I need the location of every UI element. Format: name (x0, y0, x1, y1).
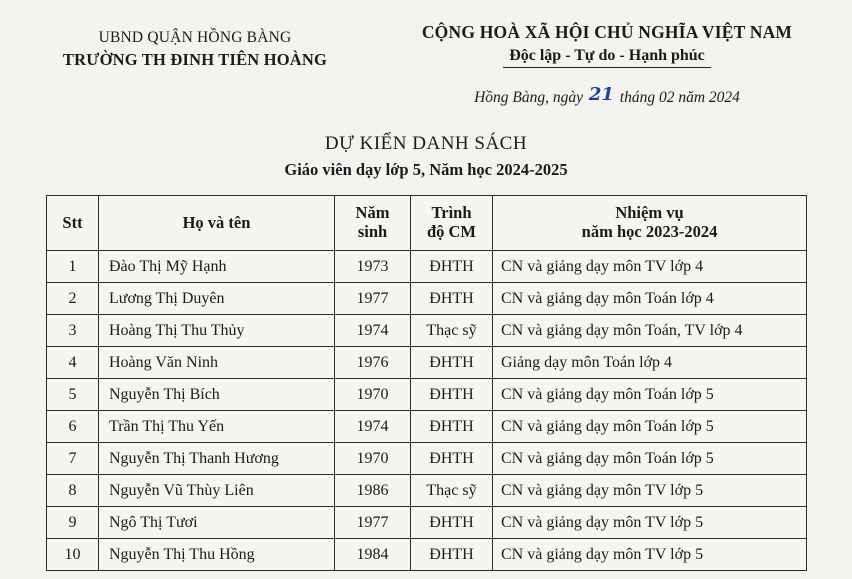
cell-level: ĐHTH (411, 539, 493, 571)
column-header-level (411, 196, 493, 251)
page-title: DỰ KIẾN DANH SÁCH (324, 133, 528, 154)
issuing-authority-block (30, 22, 360, 107)
table-row (47, 539, 807, 571)
column-header-task-line1: Nhiệm vụ (615, 203, 684, 223)
cell-name: Đào Thị Mỹ Hạnh (99, 251, 335, 283)
teacher-list-table-wrapper (46, 195, 806, 571)
cell-stt: 5 (47, 379, 99, 411)
table-header (47, 196, 807, 251)
cell-level: ĐHTH (411, 411, 493, 443)
column-header-name: Họ và tên (99, 196, 335, 251)
column-header-level-line2: độ CM (426, 222, 477, 241)
authority-district: UBND QUẬN HỒNG BÀNG (98, 29, 292, 46)
national-title: CỘNG HOÀ XÃ HỘI CHỦ NGHĨA VIỆT NAM (421, 22, 793, 42)
cell-year: 1976 (335, 347, 411, 379)
cell-stt: 7 (47, 443, 99, 475)
cell-year: 1970 (335, 379, 411, 411)
column-header-year-line2: sinh (357, 222, 388, 241)
cell-task: CN và giảng dạy môn Toán lớp 4 (493, 283, 807, 315)
table-row (47, 379, 807, 411)
table-row (47, 475, 807, 507)
table-row (47, 443, 807, 475)
cell-stt: 2 (47, 283, 99, 315)
column-header-year (335, 196, 411, 251)
cell-year: 1970 (335, 443, 411, 475)
cell-level: ĐHTH (411, 443, 493, 475)
table-row (47, 251, 807, 283)
cell-stt: 9 (47, 507, 99, 539)
cell-name: Hoàng Thị Thu Thủy (99, 315, 335, 347)
cell-year: 1974 (335, 411, 411, 443)
place-date-middle: tháng 02 năm 2024 (619, 89, 740, 106)
cell-name: Nguyễn Thị Bích (99, 379, 335, 411)
table-row (47, 283, 807, 315)
cell-stt: 10 (47, 539, 99, 571)
cell-year: 1974 (335, 315, 411, 347)
cell-level: Thạc sỹ (411, 475, 493, 507)
table-header-row (47, 196, 807, 251)
cell-year: 1984 (335, 539, 411, 571)
cell-name: Trần Thị Thu Yến (99, 411, 335, 443)
cell-level: ĐHTH (411, 283, 493, 315)
cell-level: ĐHTH (411, 347, 493, 379)
cell-level: ĐHTH (411, 251, 493, 283)
cell-level: ĐHTH (411, 507, 493, 539)
cell-name: Nguyễn Vũ Thùy Liên (99, 475, 335, 507)
column-header-level-line1: Trình (431, 203, 472, 223)
table-body (47, 251, 807, 571)
cell-task: CN và giảng dạy môn Toán lớp 5 (493, 411, 807, 443)
document-header (0, 0, 852, 107)
cell-stt: 4 (47, 347, 99, 379)
cell-task: CN và giảng dạy môn TV lớp 5 (493, 475, 807, 507)
cell-task: CN và giảng dạy môn TV lớp 4 (493, 251, 807, 283)
cell-name: Nguyễn Thị Thanh Hương (99, 443, 335, 475)
cell-year: 1986 (335, 475, 411, 507)
cell-task: CN và giảng dạy môn Toán lớp 5 (493, 379, 807, 411)
column-header-task-line2: năm học 2023-2024 (581, 222, 718, 241)
page-subtitle: Giáo viên dạy lớp 5, Năm học 2024-2025 (284, 160, 568, 179)
table-row (47, 315, 807, 347)
cell-name: Hoàng Văn Ninh (99, 347, 335, 379)
place-date-prefix: Hồng Bàng, ngày (474, 89, 583, 106)
cell-name: Nguyễn Thị Thu Hồng (99, 539, 335, 571)
column-header-year-line1: Năm (355, 203, 390, 223)
column-header-task (493, 196, 807, 251)
cell-level: Thạc sỹ (411, 315, 493, 347)
teacher-list-table (46, 195, 807, 571)
handwritten-day: 21 (588, 84, 614, 105)
place-date-line (392, 86, 822, 107)
cell-task: CN và giảng dạy môn Toán lớp 5 (493, 443, 807, 475)
authority-school: TRƯỜNG TH ĐINH TIÊN HOÀNG (62, 49, 328, 69)
table-row (47, 347, 807, 379)
cell-task: CN và giảng dạy môn TV lớp 5 (493, 507, 807, 539)
cell-year: 1977 (335, 283, 411, 315)
cell-year: 1977 (335, 507, 411, 539)
cell-stt: 1 (47, 251, 99, 283)
document-title-block (0, 133, 852, 180)
national-heading-block (392, 22, 822, 107)
cell-year: 1973 (335, 251, 411, 283)
cell-stt: 6 (47, 411, 99, 443)
cell-name: Lương Thị Duyên (99, 283, 335, 315)
cell-level: ĐHTH (411, 379, 493, 411)
table-row (47, 411, 807, 443)
cell-task: CN và giảng dạy môn Toán, TV lớp 4 (493, 315, 807, 347)
cell-stt: 8 (47, 475, 99, 507)
table-row (47, 507, 807, 539)
cell-task: CN và giảng dạy môn TV lớp 5 (493, 539, 807, 571)
national-motto: Độc lập - Tự do - Hạnh phúc (503, 46, 711, 68)
cell-stt: 3 (47, 315, 99, 347)
column-header-stt: Stt (47, 196, 99, 251)
cell-name: Ngô Thị Tươi (99, 507, 335, 539)
cell-task: Giảng dạy môn Toán lớp 4 (493, 347, 807, 379)
